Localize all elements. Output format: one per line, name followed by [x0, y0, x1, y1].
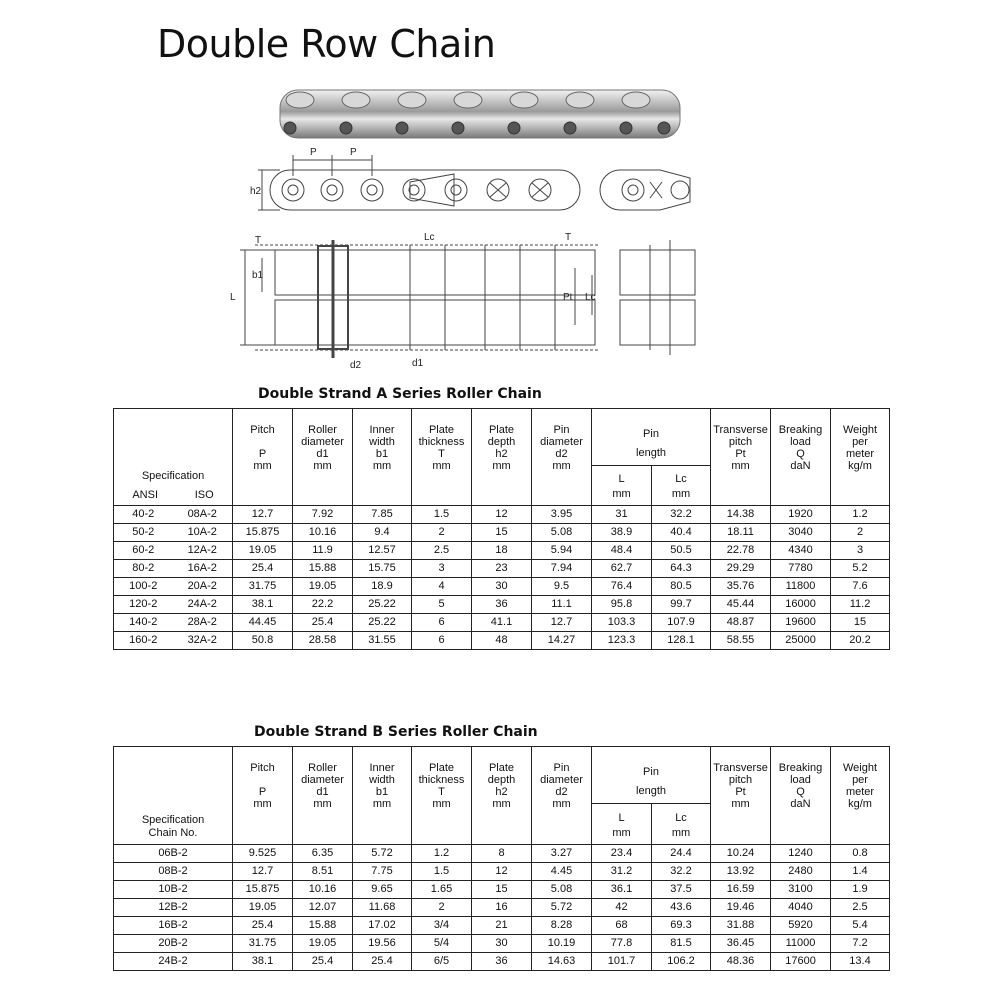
table-cell: 7.85: [353, 506, 412, 524]
table-cell: 28A-2: [173, 614, 233, 632]
table-cell: 9.65: [353, 881, 412, 899]
table-cell: 10.16: [293, 881, 353, 899]
table-cell: 24B-2: [114, 953, 233, 971]
table-cell: 43.6: [652, 899, 711, 917]
label-pitch-2: P: [350, 147, 357, 158]
table-cell: 17.02: [353, 917, 412, 935]
table-cell: 76.4: [592, 578, 652, 596]
table-cell: 25.4: [293, 614, 353, 632]
ansi-label: ANSI: [132, 489, 159, 502]
table-cell: 7.92: [293, 506, 353, 524]
header-plate-thickness: Plate thickness T mm: [412, 409, 472, 506]
table-cell: 77.8: [592, 935, 652, 953]
iso-label: ISO: [194, 489, 214, 502]
header-pitch: Pitch P mm: [233, 409, 293, 506]
table-cell: 36.1: [592, 881, 652, 899]
table-cell: 37.5: [652, 881, 711, 899]
table-b-body: [114, 845, 890, 971]
label-plate-thickness-2: T: [565, 232, 572, 243]
table-cell: 18.9: [353, 578, 412, 596]
table-cell: 21: [472, 917, 532, 935]
table-cell: 44.45: [233, 614, 293, 632]
table-cell: 50.5: [652, 542, 711, 560]
table-cell: 100-2: [114, 578, 173, 596]
table-cell: 08A-2: [173, 506, 233, 524]
header-inner-width: Inner width b1 mm: [353, 409, 412, 506]
table-cell: 11800: [771, 578, 831, 596]
chain-no-label: Chain No.: [148, 827, 198, 840]
table-cell: 9.525: [233, 845, 293, 863]
table-cell: 12.07: [293, 899, 353, 917]
table-cell: 15.875: [233, 881, 293, 899]
table-cell: 2.5: [412, 542, 472, 560]
table-cell: 17600: [771, 953, 831, 971]
table-cell: 18.11: [711, 524, 771, 542]
table-cell: 1.2: [831, 506, 890, 524]
table-row: [114, 953, 890, 971]
table-cell: 25.22: [353, 614, 412, 632]
header-b-transverse-pitch: Transverse pitch Pt mm: [711, 747, 771, 845]
table-cell: 13.92: [711, 863, 771, 881]
table-cell: 40.4: [652, 524, 711, 542]
table-cell: 16.59: [711, 881, 771, 899]
label-roller-width: b1: [252, 270, 264, 281]
header-plate-depth: Plate depth h2 mm: [472, 409, 532, 506]
table-cell: 14.38: [711, 506, 771, 524]
table-cell: 16: [472, 899, 532, 917]
table-cell: 11.9: [293, 542, 353, 560]
header-b-roller-diameter: Roller diameter d1 mm: [293, 747, 353, 845]
table-cell: 48.36: [711, 953, 771, 971]
table-cell: 50.8: [233, 632, 293, 650]
table-cell: 8.51: [293, 863, 353, 881]
table-cell: 123.3: [592, 632, 652, 650]
table-cell: 1.4: [831, 863, 890, 881]
table-cell: 10.16: [293, 524, 353, 542]
table-cell: 4: [412, 578, 472, 596]
table-cell: 2.5: [831, 899, 890, 917]
table-cell: 12.7: [532, 614, 592, 632]
header-b-pitch: Pitch P mm: [233, 747, 293, 845]
table-cell: 120-2: [114, 596, 173, 614]
table-cell: 12: [472, 863, 532, 881]
table-cell: 15.88: [293, 917, 353, 935]
table-cell: 24.4: [652, 845, 711, 863]
header-b-plate-depth: Plate depth h2 mm: [472, 747, 532, 845]
table-cell: 50-2: [114, 524, 173, 542]
table-cell: 10B-2: [114, 881, 233, 899]
table-row: [114, 542, 890, 560]
table-cell: 3.95: [532, 506, 592, 524]
header-b-pin-l: L mm: [592, 804, 652, 845]
table-cell: 15.88: [293, 560, 353, 578]
table-cell: 11.1: [532, 596, 592, 614]
table-cell: 25.4: [233, 560, 293, 578]
table-cell: 19.05: [293, 578, 353, 596]
table-cell: 12.57: [353, 542, 412, 560]
table-cell: 14.63: [532, 953, 592, 971]
table-row: [114, 560, 890, 578]
table-cell: 5.2: [831, 560, 890, 578]
table-cell: 38.1: [233, 953, 293, 971]
table-cell: 15: [472, 881, 532, 899]
side-view: [258, 155, 690, 210]
table-cell: 80.5: [652, 578, 711, 596]
table-cell: 22.2: [293, 596, 353, 614]
table-cell: 19600: [771, 614, 831, 632]
chain-photo: [280, 90, 680, 138]
table-cell: 16000: [771, 596, 831, 614]
table-cell: 32A-2: [173, 632, 233, 650]
table-cell: 8.28: [532, 917, 592, 935]
label-pitch-1: P: [310, 147, 317, 158]
label-plate-thickness-1: T: [255, 235, 262, 246]
header-pin-l: L mm: [592, 466, 652, 506]
table-cell: 9.4: [353, 524, 412, 542]
table-cell: 7780: [771, 560, 831, 578]
table-cell: 4.45: [532, 863, 592, 881]
header-roller-diameter: Roller diameter d1 mm: [293, 409, 353, 506]
table-cell: 32.2: [652, 506, 711, 524]
table-b-title: Double Strand B Series Roller Chain: [254, 724, 538, 740]
header-b-pin-lc: Lc mm: [652, 804, 711, 845]
table-cell: 5.08: [532, 524, 592, 542]
table-cell: 11000: [771, 935, 831, 953]
table-cell: 32.2: [652, 863, 711, 881]
table-cell: 106.2: [652, 953, 711, 971]
table-row: [114, 506, 890, 524]
label-pin-length-c-1: Lc: [424, 232, 435, 243]
table-cell: 99.7: [652, 596, 711, 614]
table-cell: 5.08: [532, 881, 592, 899]
table-cell: 2480: [771, 863, 831, 881]
table-a-spec-header: [114, 409, 233, 506]
table-cell: 140-2: [114, 614, 173, 632]
table-cell: 30: [472, 578, 532, 596]
table-cell: 11.2: [831, 596, 890, 614]
table-cell: 1.65: [412, 881, 472, 899]
table-cell: 12.7: [233, 506, 293, 524]
table-cell: 38.1: [233, 596, 293, 614]
table-cell: 7.94: [532, 560, 592, 578]
table-cell: 25.22: [353, 596, 412, 614]
table-cell: 19.56: [353, 935, 412, 953]
table-cell: 15.875: [233, 524, 293, 542]
table-cell: 08B-2: [114, 863, 233, 881]
table-cell: 5920: [771, 917, 831, 935]
table-cell: 1.5: [412, 863, 472, 881]
table-cell: 7.6: [831, 578, 890, 596]
table-cell: 23: [472, 560, 532, 578]
table-cell: 31.75: [233, 935, 293, 953]
table-cell: 36: [472, 953, 532, 971]
table-row: [114, 614, 890, 632]
table-cell: 20.2: [831, 632, 890, 650]
table-cell: 58.55: [711, 632, 771, 650]
table-cell: 1.2: [412, 845, 472, 863]
table-cell: 48.4: [592, 542, 652, 560]
table-cell: 101.7: [592, 953, 652, 971]
table-cell: 25.4: [353, 953, 412, 971]
table-cell: 7.2: [831, 935, 890, 953]
table-cell: 5.4: [831, 917, 890, 935]
table-row: [114, 845, 890, 863]
table-cell: 3.27: [532, 845, 592, 863]
table-cell: 95.8: [592, 596, 652, 614]
header-b-plate-thickness: Plate thickness T mm: [412, 747, 472, 845]
table-cell: 1240: [771, 845, 831, 863]
table-cell: 40-2: [114, 506, 173, 524]
table-cell: 64.3: [652, 560, 711, 578]
table-cell: 3/4: [412, 917, 472, 935]
header-pin-lc: Lc mm: [652, 466, 711, 506]
label-plate-depth: h2: [250, 186, 262, 197]
table-cell: 42: [592, 899, 652, 917]
table-cell: 31.55: [353, 632, 412, 650]
table-cell: 22.78: [711, 542, 771, 560]
label-transverse-pitch: Pt: [563, 292, 573, 303]
table-cell: 25.4: [233, 917, 293, 935]
table-cell: 16A-2: [173, 560, 233, 578]
table-cell: 5.72: [353, 845, 412, 863]
header-transverse-pitch: Transverse pitch Pt mm: [711, 409, 771, 506]
label-pin-diameter: d2: [350, 360, 362, 371]
table-cell: 36: [472, 596, 532, 614]
table-cell: 8: [472, 845, 532, 863]
table-cell: 6.35: [293, 845, 353, 863]
table-cell: 6: [412, 632, 472, 650]
table-cell: 30: [472, 935, 532, 953]
table-cell: 5: [412, 596, 472, 614]
header-b-pin-length: Pin length: [592, 747, 711, 804]
page-title: Double Row Chain: [157, 22, 496, 66]
table-cell: 06B-2: [114, 845, 233, 863]
table-cell: 160-2: [114, 632, 173, 650]
table-cell: 6: [412, 614, 472, 632]
label-pin-length-c-2: Lc: [585, 292, 596, 303]
header-b-weight: Weight per meter kg/m: [831, 747, 890, 845]
table-cell: 3: [831, 542, 890, 560]
table-row: [114, 881, 890, 899]
table-cell: 1920: [771, 506, 831, 524]
table-cell: 6/5: [412, 953, 472, 971]
table-cell: 31.88: [711, 917, 771, 935]
table-cell: 4040: [771, 899, 831, 917]
header-breaking-load: Breaking load Q daN: [771, 409, 831, 506]
table-cell: 0.8: [831, 845, 890, 863]
table-cell: 29.29: [711, 560, 771, 578]
table-cell: 9.5: [532, 578, 592, 596]
table-row: [114, 899, 890, 917]
table-cell: 19.05: [233, 542, 293, 560]
top-view: [240, 240, 695, 358]
table-row: [114, 524, 890, 542]
table-cell: 23.4: [592, 845, 652, 863]
header-pin-length: Pin length: [592, 409, 711, 466]
table-cell: 69.3: [652, 917, 711, 935]
table-cell: 48: [472, 632, 532, 650]
table-cell: 15.75: [353, 560, 412, 578]
table-cell: 12.7: [233, 863, 293, 881]
table-row: [114, 632, 890, 650]
spec-label-b: Specification: [141, 813, 205, 826]
table-cell: 5/4: [412, 935, 472, 953]
table-cell: 5.72: [532, 899, 592, 917]
table-cell: 107.9: [652, 614, 711, 632]
table-cell: 3: [412, 560, 472, 578]
table-row: [114, 917, 890, 935]
table-cell: 10.19: [532, 935, 592, 953]
table-cell: 1.9: [831, 881, 890, 899]
table-row: [114, 863, 890, 881]
label-roller-diameter: d1: [412, 358, 424, 369]
header-b-breaking-load: Breaking load Q daN: [771, 747, 831, 845]
table-cell: 35.76: [711, 578, 771, 596]
table-a: [113, 408, 890, 650]
table-row: [114, 578, 890, 596]
table-cell: 19.46: [711, 899, 771, 917]
table-cell: 36.45: [711, 935, 771, 953]
table-cell: 12: [472, 506, 532, 524]
table-cell: 12B-2: [114, 899, 233, 917]
table-row: [114, 935, 890, 953]
table-row: [114, 596, 890, 614]
table-b-spec-header: [114, 747, 233, 845]
table-cell: 45.44: [711, 596, 771, 614]
table-cell: 68: [592, 917, 652, 935]
table-cell: 19.05: [233, 899, 293, 917]
table-cell: 81.5: [652, 935, 711, 953]
table-cell: 1.5: [412, 506, 472, 524]
table-cell: 103.3: [592, 614, 652, 632]
table-cell: 13.4: [831, 953, 890, 971]
table-cell: 19.05: [293, 935, 353, 953]
table-cell: 7.75: [353, 863, 412, 881]
table-cell: 128.1: [652, 632, 711, 650]
table-cell: 15: [831, 614, 890, 632]
table-cell: 5.94: [532, 542, 592, 560]
table-cell: 10.24: [711, 845, 771, 863]
table-cell: 20A-2: [173, 578, 233, 596]
table-cell: 14.27: [532, 632, 592, 650]
table-cell: 28.58: [293, 632, 353, 650]
table-cell: 4340: [771, 542, 831, 560]
table-cell: 15: [472, 524, 532, 542]
table-cell: 31.2: [592, 863, 652, 881]
table-cell: 11.68: [353, 899, 412, 917]
header-weight: Weight per meter kg/m: [831, 409, 890, 506]
table-cell: 62.7: [592, 560, 652, 578]
table-b: [113, 746, 890, 971]
table-cell: 2: [831, 524, 890, 542]
table-cell: 38.9: [592, 524, 652, 542]
table-cell: 41.1: [472, 614, 532, 632]
table-a-title: Double Strand A Series Roller Chain: [258, 386, 542, 402]
header-b-inner-width: Inner width b1 mm: [353, 747, 412, 845]
table-cell: 25.4: [293, 953, 353, 971]
table-cell: 31: [592, 506, 652, 524]
table-cell: 2: [412, 524, 472, 542]
table-cell: 3040: [771, 524, 831, 542]
table-cell: 12A-2: [173, 542, 233, 560]
table-cell: 31.75: [233, 578, 293, 596]
table-cell: 10A-2: [173, 524, 233, 542]
chain-drawing: [0, 0, 1000, 380]
table-cell: 48.87: [711, 614, 771, 632]
header-pin-diameter: Pin diameter d2 mm: [532, 409, 592, 506]
table-cell: 3100: [771, 881, 831, 899]
table-cell: 25000: [771, 632, 831, 650]
table-cell: 80-2: [114, 560, 173, 578]
header-b-pin-diameter: Pin diameter d2 mm: [532, 747, 592, 845]
table-cell: 24A-2: [173, 596, 233, 614]
table-cell: 18: [472, 542, 532, 560]
label-pin-length: L: [230, 292, 236, 303]
table-cell: 60-2: [114, 542, 173, 560]
table-cell: 20B-2: [114, 935, 233, 953]
spec-label: Specification: [141, 469, 205, 482]
table-cell: 16B-2: [114, 917, 233, 935]
table-cell: 2: [412, 899, 472, 917]
table-a-body: [114, 506, 890, 650]
